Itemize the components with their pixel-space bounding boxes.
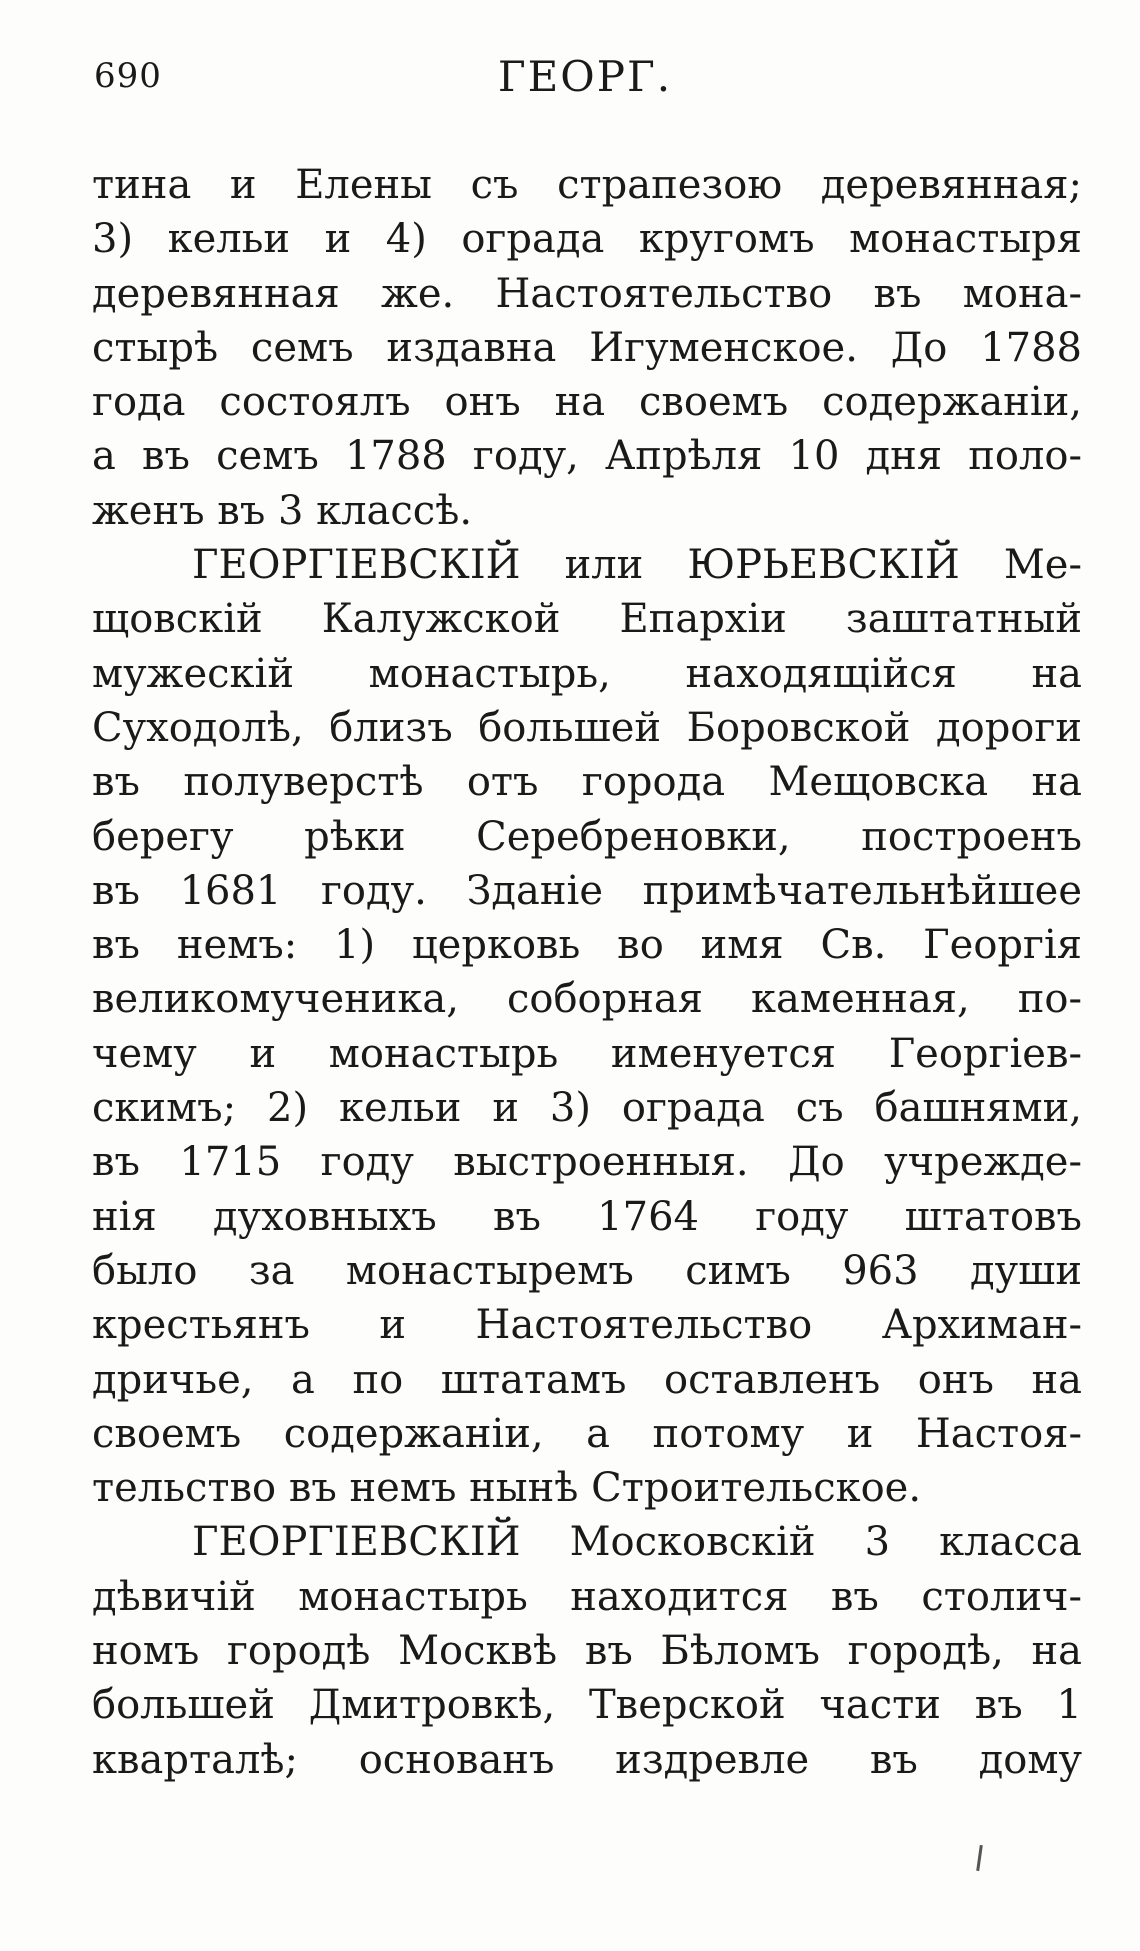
text-line: мужескiй монастырь, находящiйся на	[92, 650, 1082, 697]
text-line: стырѣ семъ издавна Игуменское. До 1788	[92, 324, 1082, 371]
text-line: Суходолѣ, близъ большей Боровской дороги	[92, 704, 1082, 751]
text-line: номъ городѣ Москвѣ въ Бѣломъ городѣ, на	[92, 1628, 1082, 1675]
text-line: дѣвичiй монастырь находится въ столич-	[92, 1573, 1082, 1620]
text-line: деревянная же. Настоятельство въ мона-	[92, 270, 1082, 317]
text-line: большей Дмитровкѣ, Тверской части въ 1	[92, 1682, 1082, 1729]
text-line: великомученика, соборная каменная, по-	[92, 976, 1082, 1023]
page-header	[90, 52, 1080, 112]
text-line: крестьянъ и Настоятельство Архиман-	[92, 1302, 1082, 1349]
running-head: ГЕОРГ.	[497, 52, 673, 101]
text-line: было за монастыремъ симъ 963 души	[92, 1247, 1082, 1294]
text-line: въ полуверстѣ отъ города Мещовска на	[92, 759, 1082, 806]
body-text	[92, 158, 1082, 1787]
text-line: женъ въ 3 классѣ.	[92, 487, 473, 534]
text-line: дричье, а по штатамъ оставленъ онъ на	[92, 1356, 1082, 1403]
page-number: 690	[94, 56, 162, 96]
text-line: нiя духовныхъ въ 1764 году штатовъ	[92, 1193, 1082, 1240]
stray-ink-mark	[976, 1845, 983, 1871]
entry-heading-line: ГЕОРГIЕВСКIЙ или ЮРЬЕВСКIЙ Ме-	[192, 542, 1082, 589]
text-line: а въ семъ 1788 году, Апрѣля 10 дня поло-	[92, 433, 1082, 480]
text-line: кварталѣ; основанъ издревле въ дому	[92, 1736, 1082, 1783]
text-line: своемъ содержанiи, а потому и Настоя-	[92, 1410, 1082, 1457]
entry-heading-line: ГЕОРГIЕВСКIЙ Московскiй 3 класса	[192, 1519, 1082, 1566]
text-line: года состоялъ онъ на своемъ содержанiи,	[92, 379, 1082, 426]
text-line: скимъ; 2) кельи и 3) ограда съ башнями,	[92, 1085, 1082, 1132]
text-line: тельство въ немъ нынѣ Строительское.	[92, 1465, 922, 1512]
text-line: въ 1681 году. Зданiе примѣчательнѣйшее	[92, 867, 1082, 914]
text-line: берегу рѣки Серебреновки, построенъ	[92, 813, 1082, 860]
text-line: въ немъ: 1) церковь во имя Св. Георгiя	[92, 922, 1082, 969]
text-line: щовскiй Калужской Епархiи заштатный	[92, 596, 1082, 643]
text-line: тина и Елены съ страпезою деревянная;	[92, 162, 1082, 208]
text-line: чему и монастырь именуется Георгiев-	[92, 1030, 1082, 1077]
text-line: 3) кельи и 4) ограда кругомъ монастыря	[92, 216, 1082, 263]
text-line: въ 1715 году выстроенныя. До учрежде-	[92, 1139, 1082, 1186]
